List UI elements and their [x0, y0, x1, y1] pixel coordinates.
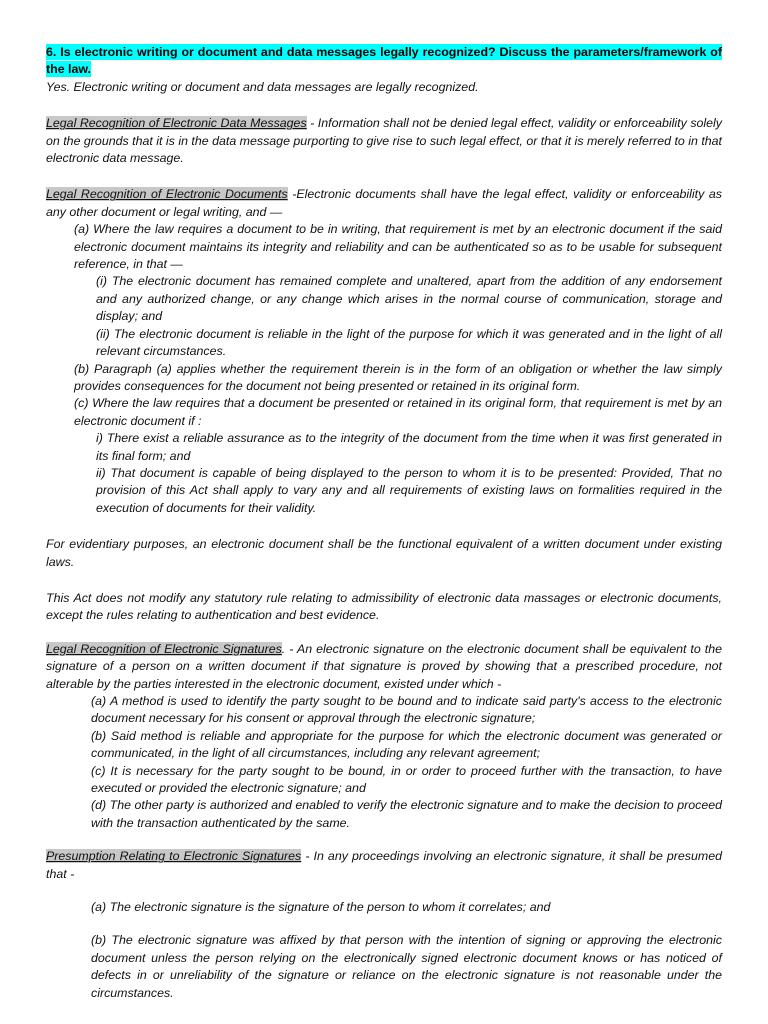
documents-item-c-ii: ii) That document is capable of being displayed to the person to whom it is to be presented: Provided, That no provision of this Act shall apply to vary any and all requirements of existing laws on formalities required in the execution of documents for their validity. [96, 465, 722, 515]
presumption-item-b: (b) The electronic signature was affixed by that person with the intention of signing or approving the electronic document unless the person relying on the electronically signed electronic document knows or has noticed of defects in or unreliability of the signature or reliance on the electronic signature is not reasonable under the circumstances. [91, 933, 722, 1000]
documents-item-a-i: (i) The electronic document has remained complete and unaltered, apart from the addition of any endorsement and any authorized change, or any change which arises in the normal course of communication, storage and display; and [96, 274, 722, 324]
signatures-item-d: (d) The other party is authorized and enabled to verify the electronic signature and to make the decision to proceed with the transaction authenticated by the same. [91, 798, 722, 830]
documents-item-a-ii: (ii) The electronic document is reliable in the light of the purpose for which it was generated and in the light of all relevant circumstances. [96, 326, 722, 359]
documents-item-b: (b) Paragraph (a) applies whether the requirement therein is in the form of an obligation or whether the law simply provides consequences for the document not being presented or retained in its original form. [74, 361, 722, 393]
signatures-item-c: (c) It is necessary for the party sought to be bound, in or order to proceed further with the transaction, to have executed or provided the electronic signature; and [91, 763, 722, 796]
presumption-heading: Presumption Relating to Electronic Signatures [46, 849, 302, 864]
signatures-heading: Legal Recognition of Electronic Signatures [46, 641, 282, 656]
signatures-item-a: (a) A method is used to identify the party sought to be bound and to indicate said party's access to the electronic document necessary for his consent or approval through the electronic signature; [91, 694, 722, 726]
statutory-paragraph: This Act does not modify any statutory rule relating to admissibility of electronic data massages or electronic documents, except the rules relating to authentication and best evidence. [46, 590, 722, 623]
documents-heading: Legal Recognition of Electronic Documents [46, 187, 288, 202]
documents-item-c: (c) Where the law requires that a document be presented or retained in its original form, that requirement is met by an electronic document if : [74, 396, 722, 428]
question-block [46, 44, 722, 79]
answer-text: Yes. Electronic writing or document and data messages are legally recognized. [46, 79, 479, 94]
signatures-item-b: (b) Said method is reliable and appropriate for the purpose for which the electronic document was generated or communicated, in the light of all circumstances, including any relevant agreement; [91, 728, 722, 761]
signatures-paragraph [46, 641, 722, 693]
evidentiary-paragraph: For evidentiary purposes, an electronic document shall be the functional equivalent of a written document under existing laws. [46, 537, 722, 569]
documents-item-a: (a) Where the law requires a document to be in writing, that requirement is met by an electronic document if the said electronic document maintains its integrity and reliability and can be authenticated so as to be usable for subsequent reference, in that — [74, 222, 722, 272]
data-messages-text: - Information shall not be denied legal effect, validity or enforceability solely on the grounds that it is in the data message purporting to give rise to such legal effect, or that it is merely referred to in that electronic data message. [46, 116, 722, 166]
question-heading: 6. Is electronic writing or document and data messages legally recognized? Discuss the parameters/framework of the law. [46, 45, 722, 77]
data-messages-heading: Legal Recognition of Electronic Data Messages [46, 116, 307, 131]
presumption-text: - In any proceedings involving an electronic signature, it shall be presumed that - [46, 849, 722, 881]
data-messages-paragraph [46, 115, 722, 167]
documents-paragraph [46, 186, 722, 221]
presumption-paragraph [46, 848, 722, 883]
documents-item-c-i: i) There exist a reliable assurance as to the integrity of the document from the time when it was first generated in its final form; and [96, 431, 722, 463]
presumption-item-a: (a) The electronic signature is the signature of the person to whom it correlates; and [91, 900, 551, 915]
documents-text: -Electronic documents shall have the legal effect, validity or enforceability as any other document or legal writing, and — [46, 187, 722, 219]
signatures-text: . - An electronic signature on the electronic document shall be equivalent to the signature of a person on a written document if that signature is proved by showing that a prescribed procedure, not alterable by the parties interested in the electronic document, existed under which - [46, 641, 722, 691]
